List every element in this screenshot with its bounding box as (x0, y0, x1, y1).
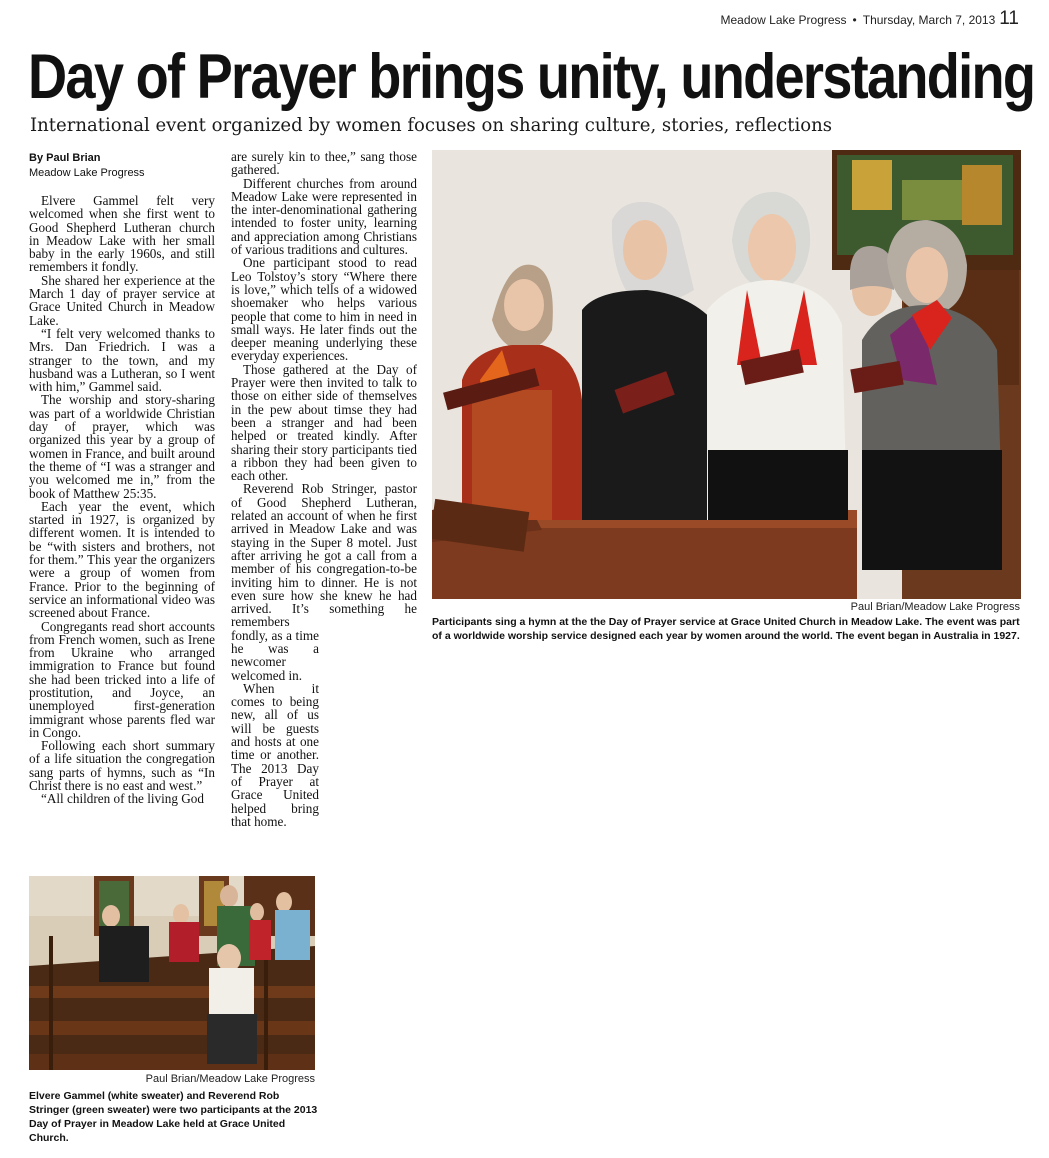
photo-caption: Participants sing a hymn at the the Day of Prayer service at Grace United Church in Meadow Lake. The event was part of a worldwide worship service designed each year by women around the world. The event began in Australia in 1927. (432, 616, 1020, 642)
byline (29, 151, 145, 181)
photo-hymn-singers-illustration (432, 150, 1021, 599)
photo-caption: Elvere Gammel (white sweater) and Reverend Rob Stringer (green sweater) were two participants at the 2013 Day of Prayer in Meadow Lake held at Grace United Church. (29, 1090, 318, 1144)
paragraph: She shared her experience at the March 1 day of prayer service at Grace United Church in Meadow Lake. (29, 272, 215, 328)
paragraph: Elvere Gammel felt very welcomed when she first went to Good Shepherd Lutheran church in Meadow Lake with her small baby in the early 1960s, and still remembers it fondly. (29, 193, 215, 275)
article-column-2 (231, 150, 417, 828)
headline: Day of Prayer brings unity, understanding (28, 42, 1035, 112)
paragraph: One participant stood to read Leo Tolstoy’s story “Where there is love,” which tells of a widowed shoemaker who helps various people that come to him in need in small ways. He later finds out the deeper meaning underlying these everyday experiences. (231, 255, 417, 364)
paragraph: When it comes to being new, all of us will be guests and hosts at one time or another. The 2013 Day of Prayer at Grace United helped bring that home. (231, 680, 319, 829)
paragraph: Following each short summary of a life situation the congregation sang parts of hymns, such as “In Christ there is no east and west.” (29, 738, 215, 794)
photo-credit: Paul Brian/Meadow Lake Progress (145, 1073, 315, 1085)
folio-date: Thursday, March 7, 2013 (862, 13, 996, 27)
folio-separator: • (852, 13, 857, 27)
folio-publication: Meadow Lake Progress (720, 13, 847, 27)
paragraph: Those gathered at the Day of Prayer were then invited to talk to those on either side of themselves in the pew about timse they had been a stranger and had been helped or treated kindly. After sharing their story participants tied a ribbon they had been given to each other. (231, 361, 417, 484)
page-folio (720, 8, 1019, 30)
article-column-1 (29, 194, 215, 806)
paragraph: Different churches from around Meadow Lake were represented in the inter-denominational gathering intended to foster unity, learning and appreciation among Christians of various traditions and cultures. (231, 175, 417, 258)
photo-church-pews-illustration (29, 876, 315, 1070)
photo-hymn-singers (432, 150, 1021, 599)
photo-credit: Paul Brian/Meadow Lake Progress (850, 601, 1020, 613)
subheadline: International event organized by women focuses on sharing culture, stories, reflections (30, 114, 833, 136)
paragraph: are surely kin to thee,” sang those gathered. (231, 149, 417, 178)
paragraph: Each year the event, which started in 1927, is organized by different women. It is intended to be “with sisters and brothers, not for them.” This year the organizers were a group of women from France. Prior to the beginning of service an informational video was screened about France. (29, 498, 215, 621)
paragraph: Congregants read short accounts from French women, such as Irene from Ukraine who arranged immigration to France but found she had been tricked into a life of prostitution, and Joyce, an unemployed first-generation immigrant whose parents fled war in Congo. (29, 618, 215, 740)
paragraph: Reverend Rob Stringer, pastor of Good Shepherd Lutheran, related an account of when he first arrived in Meadow Lake and was staying in the Super 8 motel. Just after arriving he got a call from a member of his congregation-to-be inviting him to dinner. He is not even sure how she knew he had arrived. It’s something he remembers (231, 481, 417, 630)
paragraph: fondly, as a time he was a newcomer welcomed in. (231, 627, 319, 683)
paragraph: “All children of the living God (41, 791, 204, 807)
paragraph: “I felt very welcomed thanks to Mrs. Dan Friedrich. I was a stranger to the town, and my husband was a Lutheran, so I went with him,” Gammel said. (29, 325, 215, 395)
page-number: 11 (999, 8, 1019, 29)
paragraph: The worship and story-sharing was part of a worldwide Christian day of prayer, which was organized this year by a group of women in France, and built around the theme of “I was a stranger and you welcomed me in,” from the book of Matthew 25:35. (29, 392, 215, 501)
byline-outlet: Meadow Lake Progress (29, 167, 145, 179)
byline-author: By Paul Brian (29, 152, 101, 164)
photo-church-pews (29, 876, 315, 1070)
